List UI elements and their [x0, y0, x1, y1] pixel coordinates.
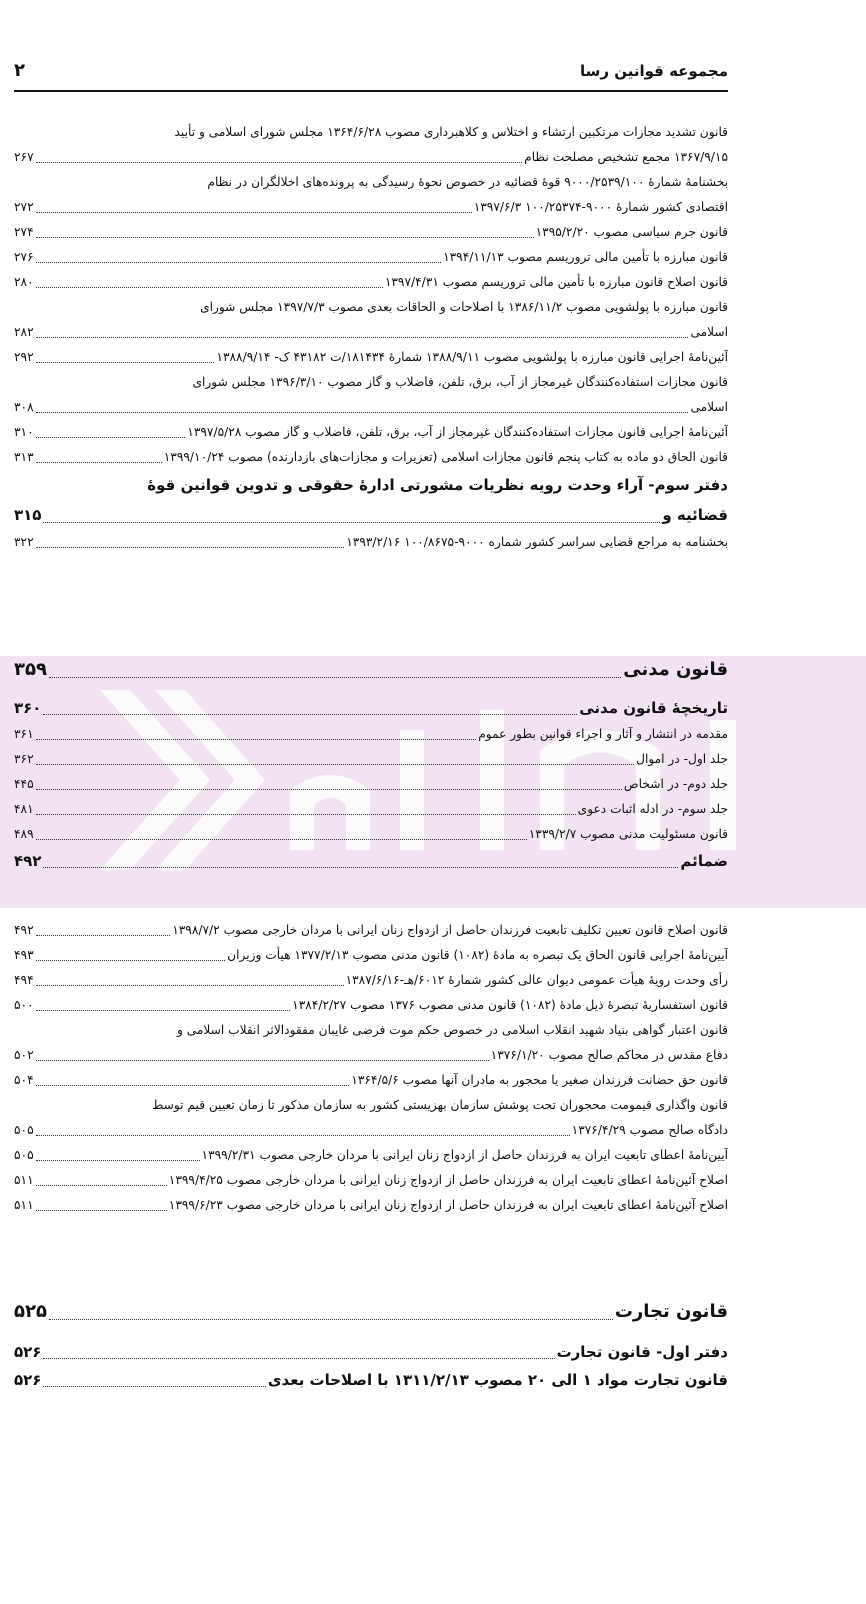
- toc-entry[interactable]: آیین‌نامهٔ اعطای تابعیت ایران به فرزندان حاصل از ازدواج زنان ایرانی با مردان خارجی مصوب ۱۳۹۹/۲/۳۱ ۵۰۵: [14, 1143, 728, 1168]
- toc-page-number: ۲۹۲: [14, 350, 34, 364]
- toc-entry[interactable]: قانون حق حضانت فرزندان صغیر یا محجور به مادران آنها مصوب ۱۳۶۴/۵/۶ ۵۰۴: [14, 1068, 728, 1093]
- toc-entry[interactable]: قانون جرم سیاسی مصوب ۱۳۹۵/۲/۲۰ ۲۷۴: [14, 220, 728, 245]
- toc-entry[interactable]: دادگاه صالح مصوب ۱۳۷۶/۴/۲۹ ۵۰۵: [14, 1118, 728, 1143]
- toc-entry[interactable]: بخشنامه به مراجع قضایی سراسر کشور شماره ۹۰۰۰-۱۰۰/۸۶۷۵ ۱۳۹۳/۲/۱۶ ۳۲۲: [14, 530, 728, 555]
- toc-section-entry[interactable]: دفتر اول- قانون تجارت ۵۲۶: [14, 1338, 728, 1366]
- toc-entry[interactable]: جلد اول- در اموال ۳۶۲: [14, 747, 728, 772]
- toc-entry[interactable]: مقدمه در انتشار و آثار و اجراء قوانین بطور عموم ۳۶۱: [14, 722, 728, 747]
- toc-page-number: ۳۱۳: [14, 450, 34, 464]
- toc-page-number: ۳۱۵: [14, 506, 42, 524]
- toc-page-number: ۵۰۵: [14, 1148, 34, 1162]
- toc-page-number: ۵۲۵: [14, 1301, 47, 1322]
- toc-section-entry[interactable]: قانون تجارت مواد ۱ الی ۲۰ مصوب ۱۳۱۱/۲/۱۳ با اصلاحات بعدی ۵۲۶: [14, 1366, 728, 1394]
- toc-entry[interactable]: اقتصادی کشور شمارهٔ ۹۰۰۰-۱۰۰/۲۵۳۷۴ ۱۳۹۷/۶/۳ ۲۷۲: [14, 195, 728, 220]
- toc-entry-text: قانون واگذاری قیمومت محجوران تحت پوشش سازمان بهزیستی کشور به سازمان مذکور تا زمان تعیین قیم توسط: [152, 1098, 728, 1112]
- toc-page-number: ۳۵۹: [14, 659, 47, 680]
- toc-entry[interactable]: ۱۳۶۷/۹/۱۵ مجمع تشخیص مصلحت نظام ۲۶۷: [14, 145, 728, 170]
- toc-page-number: ۵۰۲: [14, 1048, 34, 1062]
- toc-page-number: ۳۲۲: [14, 535, 34, 549]
- toc-section-entry[interactable]: قضائیه و ۳۱۵: [14, 500, 728, 530]
- toc-page-number: ۴۹۴: [14, 973, 34, 987]
- toc-entry[interactable]: اصلاح آئین‌نامهٔ اعطای تابعیت ایران به فرزندان حاصل از ازدواج زنان ایرانی با مردان خارجی مصوب ۱۳۹۹/۴/۲۵ ۵۱۱: [14, 1168, 728, 1193]
- toc-entry[interactable]: اصلاح آئین‌نامهٔ اعطای تابعیت ایران به فرزندان حاصل از ازدواج زنان ایرانی با مردان خارجی مصوب ۱۳۹۹/۶/۲۳ ۵۱۱: [14, 1193, 728, 1218]
- toc-entry[interactable]: جلد دوم- در اشخاص ۴۴۵: [14, 772, 728, 797]
- toc-group-appendix: [14, 918, 728, 1218]
- toc-page-number: ۴۹۲: [14, 923, 34, 937]
- toc-part-civil[interactable]: قانون مدنی ۳۵۹: [14, 652, 728, 688]
- toc-section-entry[interactable]: ضمائم ۴۹۲: [14, 847, 728, 875]
- toc-entry-text: قانون تشدید مجازات مرتکبین ارتشاء و اختلاس و کلاهبرداری مصوب ۱۳۶۴/۶/۲۸ مجلس شورای اسلامی و تأیید: [174, 125, 728, 139]
- toc-page-number: ۲۷۲: [14, 200, 34, 214]
- toc-page-number: ۵۲۶: [14, 1371, 42, 1389]
- toc-entry[interactable]: جلد سوم- در ادله اثبات دعوی ۴۸۱: [14, 797, 728, 822]
- toc-entry[interactable]: قانون الحاق دو ماده به کتاب پنجم قانون مجازات اسلامی (تعزیرات و مجازات‌های بازدارنده) مصوب ۱۳۹۹/۱۰/۲۴ ۳۱۳: [14, 445, 728, 470]
- toc-entry[interactable]: آیین‌نامهٔ اجرایی قانون الحاق یک تبصره به مادهٔ (۱۰۸۲) قانون مدنی مصوب ۱۳۷۷/۲/۱۳ هیأت وزیران ۴۹۳: [14, 943, 728, 968]
- toc-page-number: ۳۶۲: [14, 752, 34, 766]
- page-header: [14, 56, 728, 92]
- toc-page-number: ۳۶۱: [14, 727, 34, 741]
- toc-page-number: ۳۱۰: [14, 425, 34, 439]
- toc-page-number: ۳۰۸: [14, 400, 34, 414]
- toc-page-number: ۲۷۶: [14, 250, 34, 264]
- toc-entry-text: قانون مبارزه با پولشویی مصوب ۱۳۸۶/۱۱/۲ با اصلاحات و الحاقات بعدی مصوب ۱۳۹۷/۷/۳ مجلس شورای: [200, 300, 728, 314]
- toc-section-text: دفتر سوم- آراء وحدت رویه نظریات مشورتی ادارهٔ حقوقی و تدوین قوانین قوهٔ: [147, 476, 728, 494]
- toc-page-number: ۵۰۵: [14, 1123, 34, 1137]
- toc-entry[interactable]: دفاع مقدس در محاکم صالح مصوب ۱۳۷۶/۱/۲۰ ۵۰۲: [14, 1043, 728, 1068]
- toc-entry[interactable]: رأی وحدت رویهٔ هیأت عمومی دیوان عالی کشور شمارهٔ ۶۰۱۲/هـ-۱۳۸۷/۶/۱۶ ۴۹۴: [14, 968, 728, 993]
- toc-entry[interactable]: قانون اصلاح قانون مبارزه با تأمین مالی تروریسم مصوب ۱۳۹۷/۴/۳۱ ۲۸۰: [14, 270, 728, 295]
- toc-page-number: ۵۱۱: [14, 1198, 34, 1212]
- toc-page-number: ۵۱۱: [14, 1173, 34, 1187]
- toc-page: [14, 0, 728, 1604]
- toc-group-civil: [14, 652, 728, 875]
- toc-group-criminal: [14, 120, 728, 555]
- toc-entry-text: بخشنامهٔ شمارهٔ ۹۰۰۰/۲۵۳۹/۱۰۰ قوهٔ قضائیه در خصوص نحوهٔ رسیدگی به پرونده‌های اخلالگران در نظام: [207, 175, 728, 189]
- toc-entry[interactable]: قانون مسئولیت مدنی مصوب ۱۳۳۹/۲/۷ ۴۸۹: [14, 822, 728, 847]
- toc-page-number: ۵۰۴: [14, 1073, 34, 1087]
- toc-entry[interactable]: اسلامی ۳۰۸: [14, 395, 728, 420]
- toc-page-number: ۳۶۰: [14, 699, 42, 717]
- toc-entry[interactable]: آئین‌نامهٔ اجرایی قانون مبارزه با پولشویی مصوب ۱۳۸۸/۹/۱۱ شمارهٔ ۱۸۱۴۳۴/ت ۴۳۱۸۲ ک- ۱۳۸۸/۹/۱۴ ۲۹۲: [14, 345, 728, 370]
- toc-entry[interactable]: قانون مبارزه با تأمین مالی تروریسم مصوب ۱۳۹۴/۱۱/۱۳ ۲۷۶: [14, 245, 728, 270]
- toc-page-number: ۴۸۹: [14, 827, 34, 841]
- book-title: مجموعه قوانین رسا: [580, 62, 728, 80]
- toc-page-number: ۲۸۰: [14, 275, 34, 289]
- toc-entry[interactable]: قانون اصلاح قانون تعیین تکلیف تابعیت فرزندان حاصل از ازدواج زنان ایرانی با مردان خارجی مصوب ۱۳۹۸/۷/۲ ۴۹۲: [14, 918, 728, 943]
- page-number: ۲: [14, 60, 25, 81]
- toc-page-number: ۵۰۰: [14, 998, 34, 1012]
- toc-part-commerce[interactable]: قانون تجارت ۵۲۵: [14, 1294, 728, 1330]
- toc-page-number: ۴۸۱: [14, 802, 34, 816]
- toc-page-number: ۴۹۳: [14, 948, 34, 962]
- toc-page-number: ۵۲۶: [14, 1343, 42, 1361]
- toc-entry-text: قانون مجازات استفاده‌کنندگان غیرمجاز از آب، برق، تلفن، فاضلاب و گاز مصوب ۱۳۹۶/۳/۱۰ مجلس شورای: [192, 375, 728, 389]
- toc-entry[interactable]: آئین‌نامهٔ اجرایی قانون مجازات استفاده‌کنندگان غیرمجاز از آب، برق، تلفن، فاضلاب و گاز مصوب ۱۳۹۷/۵/۲۸ ۳۱۰: [14, 420, 728, 445]
- toc-entry[interactable]: اسلامی ۲۸۲: [14, 320, 728, 345]
- toc-page-number: ۲۸۲: [14, 325, 34, 339]
- toc-entry[interactable]: قانون استفساریهٔ تبصرهٔ ذیل مادهٔ (۱۰۸۲) قانون مدنی مصوب ۱۳۷۶ مصوب ۱۳۸۴/۲/۲۷ ۵۰۰: [14, 993, 728, 1018]
- toc-page-number: ۴۹۲: [14, 852, 42, 870]
- toc-section-entry[interactable]: تاریخچهٔ قانون مدنی ۳۶۰: [14, 694, 728, 722]
- toc-entry-text: قانون اعتبار گواهی بنیاد شهید انقلاب اسلامی در خصوص حکم موت فرضی غایبان مفقودالاثر انقلاب اسلامی و: [176, 1023, 728, 1037]
- toc-page-number: ۴۴۵: [14, 777, 34, 791]
- toc-page-number: ۲۶۷: [14, 150, 34, 164]
- toc-page-number: ۲۷۴: [14, 225, 34, 239]
- toc-group-commerce: [14, 1294, 728, 1394]
